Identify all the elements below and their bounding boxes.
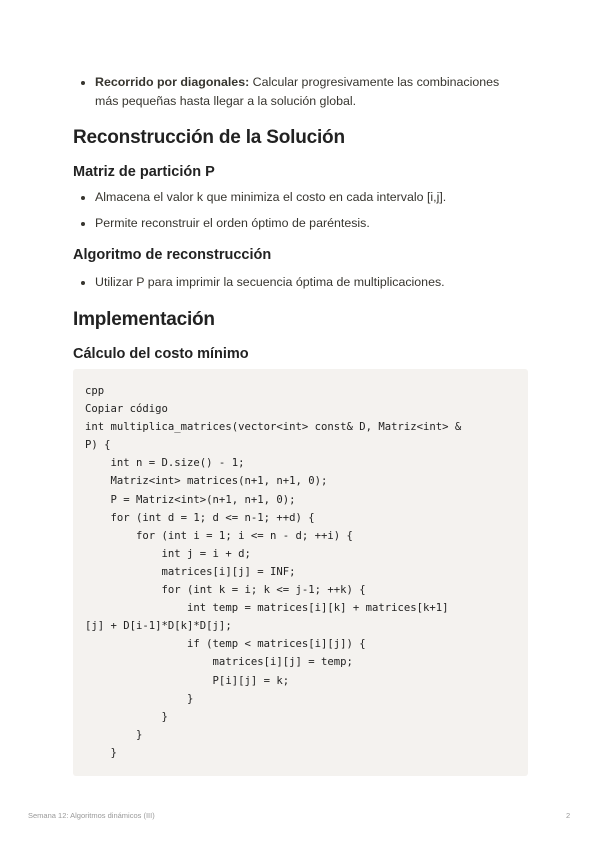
code-line: Matriz<int> matrices(n+1, n+1, 0); [85,475,328,488]
code-line: P[i][j] = k; [85,674,290,687]
code-line: int j = i + d; [85,547,251,560]
code-line: [j] + D[i-1]*D[k]*D[j]; [85,620,232,633]
code-block [73,369,528,776]
page-number: 2 [566,811,571,820]
subheading-partition-matrix: Matriz de partición P [73,164,215,180]
code-content [85,382,525,762]
subheading-reconstruction-algorithm: Algoritmo de reconstrucción [73,247,272,263]
copy-code-label[interactable]: Copiar código [85,403,168,416]
subheading-min-cost: Cálculo del costo mínimo [73,346,249,362]
bullet-bold-label: Recorrido por diagonales: [95,75,250,89]
bullet-text: Calcular progresivamente las combinaciones [249,75,500,89]
code-line: int multiplica_matrices(vector<int> const& D, Matriz<int> & [85,421,462,434]
code-language-label: cpp [85,385,105,397]
section-heading-reconstruction: Reconstrucción de la Solución [73,127,345,148]
code-line: } [85,692,194,705]
bullet-text-continued: más pequeñas hasta llegar a la solución global. [95,94,357,108]
intro-list [73,73,528,111]
code-line: } [85,710,168,723]
section-heading-implementation: Implementación [73,309,215,330]
code-line: P) { [85,439,111,452]
code-line: int temp = matrices[i][k] + matrices[k+1] [85,602,449,615]
partition-matrix-list-2 [73,214,528,233]
code-line: int n = D.size() - 1; [85,457,245,470]
code-line: } [85,728,143,741]
list-item [73,73,528,111]
code-line: matrices[i][j] = temp; [85,656,353,669]
code-line: matrices[i][j] = INF; [85,565,296,578]
list-item: Almacena el valor k que minimiza el costo en cada intervalo [i,j]. [73,188,528,207]
reconstruction-algorithm-list [73,273,528,292]
code-line: P = Matriz<int>(n+1, n+1, 0); [85,493,296,506]
code-line: for (int i = 1; i <= n - d; ++i) { [85,529,353,542]
code-line: for (int d = 1; d <= n-1; ++d) { [85,511,315,524]
list-item: Permite reconstruir el orden óptimo de paréntesis. [73,214,528,233]
footer-title: Semana 12: Algoritmos dinámicos (III) [28,811,155,820]
code-line: if (temp < matrices[i][j]) { [85,638,366,651]
code-line: } [85,746,117,759]
partition-matrix-list [73,188,528,207]
code-line: for (int k = i; k <= j-1; ++k) { [85,584,366,597]
list-item: Utilizar P para imprimir la secuencia óptima de multiplicaciones. [73,273,528,292]
